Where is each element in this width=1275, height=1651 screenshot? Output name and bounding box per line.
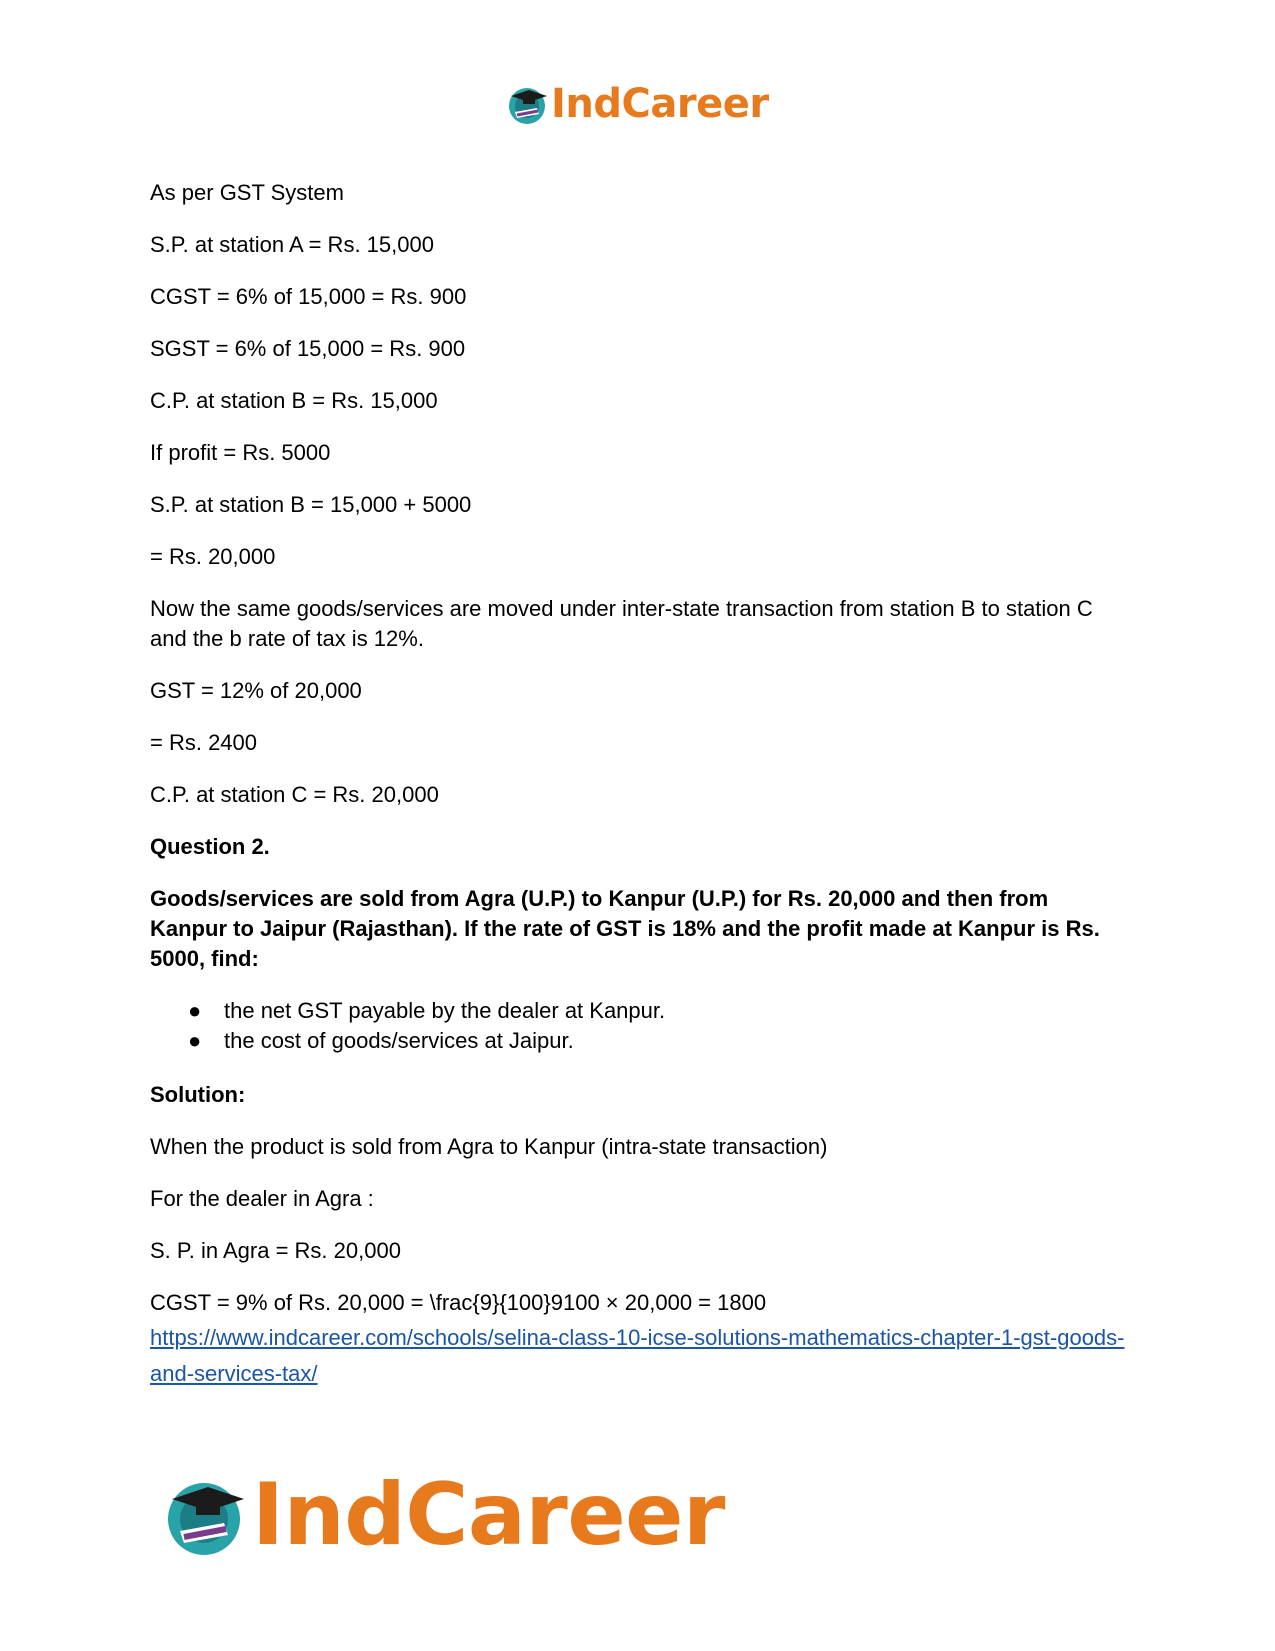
text-line: CGST = 9% of Rs. 20,000 = \frac{9}{100}9100 × 20,000 = 1800 [150,1290,767,1315]
list-item [150,1026,1130,1056]
question-bullet-list [150,996,1130,1056]
text-line: = Rs. 2400 [150,730,258,755]
text-line: S.P. at station B = 15,000 + 5000 [150,492,472,517]
text-line: SGST = 6% of 15,000 = Rs. 900 [150,336,466,361]
text-line: CGST = 6% of 15,000 = Rs. 900 [150,284,467,309]
graduation-globe-icon [505,82,549,126]
document-body [150,178,1130,1392]
list-item [150,996,1130,1026]
brand-logo-text: IndCareer [551,81,769,127]
text-paragraph: Now the same goods/services are moved under inter-state transaction from station B to station C and the b rate of tax is 12%. [150,596,1093,651]
brand-logo-footer [160,1465,725,1565]
question-heading: Question 2. [150,834,270,859]
graduation-globe-icon [160,1471,248,1559]
text-line: = Rs. 20,000 [150,544,276,569]
text-line: C.P. at station C = Rs. 20,000 [150,782,439,807]
list-item-text: the cost of goods/services at Jaipur. [224,1028,574,1053]
solution-heading: Solution: [150,1082,246,1107]
question-text: Goods/services are sold from Agra (U.P.) to Kanpur (U.P.) for Rs. 20,000 and then from Kanpur to Jaipur (Rajasthan). If the rate of GST is 18% and the profit made at Kanpur is Rs. 5000, find: [150,886,1100,971]
brand-logo-text: IndCareer [252,1465,725,1565]
list-item-text: the net GST payable by the dealer at Kanpur. [224,998,666,1023]
text-line: C.P. at station B = Rs. 15,000 [150,388,438,413]
bullet-icon: ● [188,1028,202,1053]
source-link[interactable]: https://www.indcareer.com/schools/selina-class-10-icse-solutions-mathematics-chapter-1-gst-goods-and-services-tax/ [150,1325,1125,1386]
bullet-icon: ● [188,998,202,1023]
text-line: As per GST System [150,180,344,205]
text-line: For the dealer in Agra : [150,1186,374,1211]
text-line: GST = 12% of 20,000 [150,678,362,703]
text-line: If profit = Rs. 5000 [150,440,331,465]
text-line: S. P. in Agra = Rs. 20,000 [150,1238,401,1263]
text-line: S.P. at station A = Rs. 15,000 [150,232,434,257]
brand-logo-header [505,82,769,126]
text-line: When the product is sold from Agra to Kanpur (intra-state transaction) [150,1134,828,1159]
